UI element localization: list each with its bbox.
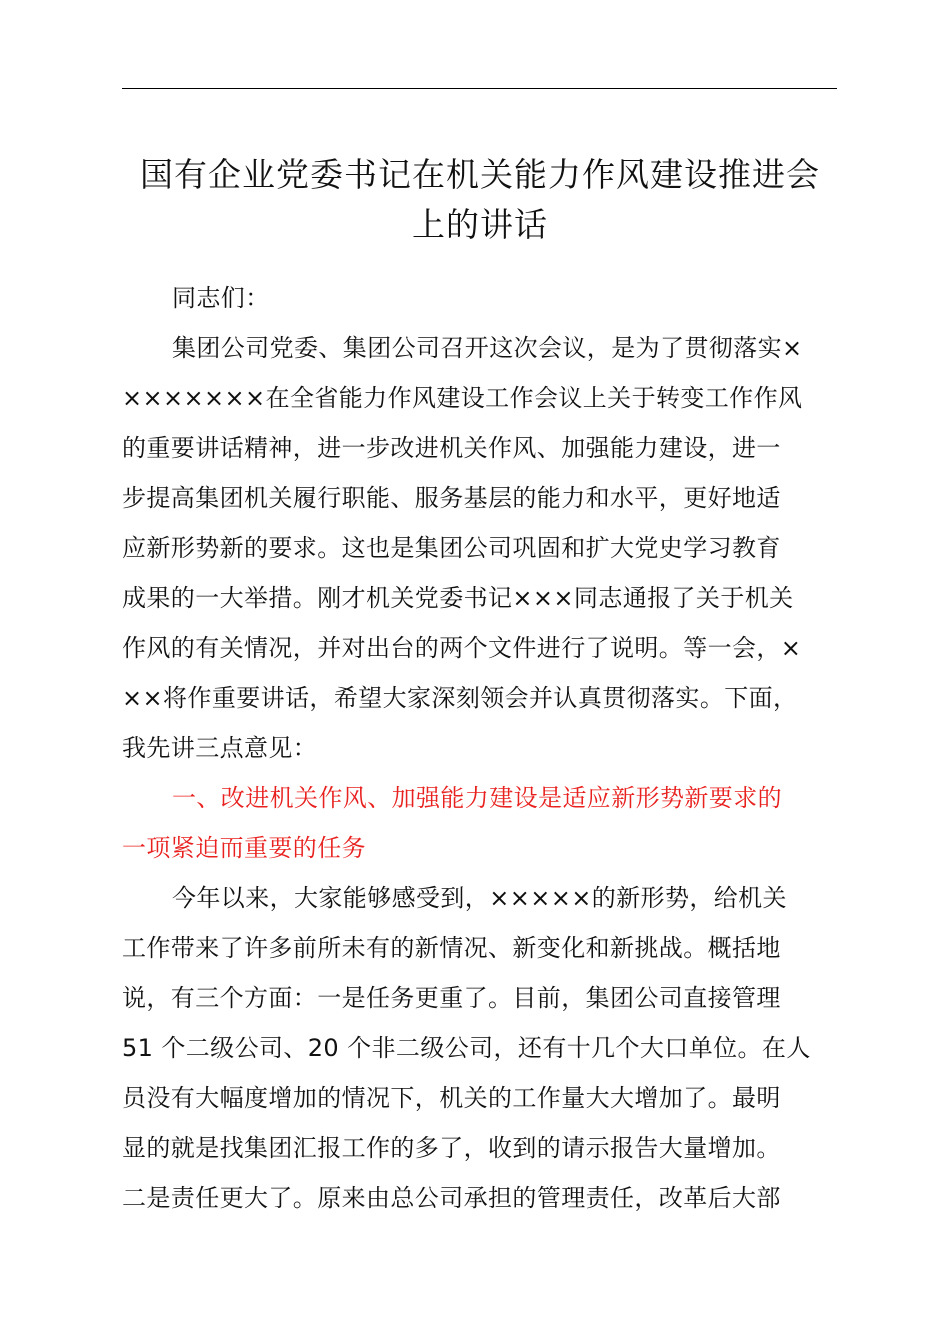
text-line: 显的就是找集团汇报工作的多了，收到的请示报告大量增加。 <box>122 1134 781 1162</box>
paragraph-1 <box>122 323 837 773</box>
text-line: 我先讲三点意见： <box>122 734 318 762</box>
text-line: 的重要讲话精神，进一步改进机关作风、加强能力建设，进一 <box>122 434 781 462</box>
heading-line: 一项紧迫而重要的任务 <box>122 834 366 862</box>
text-line: ×××××××在全省能力作风建设工作会议上关于转变工作作风 <box>122 384 803 412</box>
text-line: 步提高集团机关履行职能、服务基层的能力和水平，更好地适 <box>122 484 781 512</box>
header-rule <box>122 88 837 89</box>
text-line: 今年以来，大家能够感受到，×××××的新形势，给机关 <box>172 884 787 912</box>
text-line: 作风的有关情况，并对出台的两个文件进行了说明。等一会，× <box>122 634 802 662</box>
text-line: 工作带来了许多前所未有的新情况、新变化和新挑战。概括地 <box>122 934 781 962</box>
paragraph-2 <box>122 873 837 1223</box>
text-line: ××将作重要讲话，希望大家深刻领会并认真贯彻落实。下面， <box>122 684 798 712</box>
text-line: 成果的一大举措。刚才机关党委书记×××同志通报了关于机关 <box>122 584 794 612</box>
title-line: 国有企业党委书记在机关能力作风建设推进会 <box>140 155 820 194</box>
text-line: 集团公司党委、集团公司召开这次会议，是为了贯彻落实× <box>172 334 803 362</box>
section-heading <box>122 773 837 873</box>
heading-line: 一、改进机关作风、加强能力建设是适应新形势新要求的 <box>172 784 782 812</box>
salutation: 同志们： <box>172 284 270 312</box>
title-line: 上的讲话 <box>412 205 548 244</box>
document-title <box>110 150 850 250</box>
text-line: 应新形势新的要求。这也是集团公司巩固和扩大党史学习教育 <box>122 534 781 562</box>
document-body <box>122 273 837 1223</box>
text-line: 51 个二级公司、20 个非二级公司，还有十几个大口单位。在人 <box>122 1034 811 1062</box>
text-line: 说，有三个方面：一是任务更重了。目前，集团公司直接管理 <box>122 984 781 1012</box>
text-line: 二是责任更大了。原来由总公司承担的管理责任，改革后大部 <box>122 1184 781 1212</box>
text-line: 员没有大幅度增加的情况下，机关的工作量大大增加了。最明 <box>122 1084 781 1112</box>
